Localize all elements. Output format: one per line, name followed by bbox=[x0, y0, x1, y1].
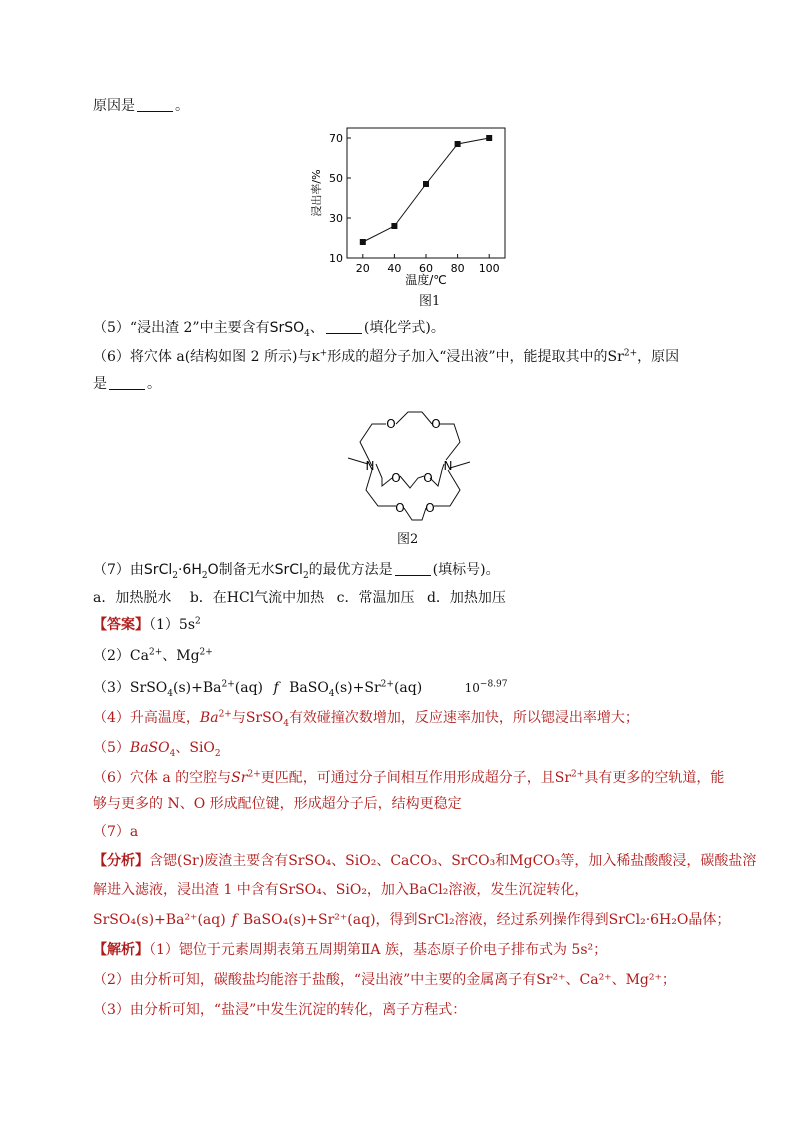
figure-2-cryptand-structure bbox=[338, 398, 478, 528]
atom-label: O bbox=[395, 501, 405, 515]
x-axis-label: 温度/℃ bbox=[405, 273, 447, 287]
data-point bbox=[423, 181, 429, 187]
atom-label: O bbox=[425, 501, 435, 515]
x-tick-label: 60 bbox=[419, 262, 433, 275]
atom-label: N bbox=[365, 459, 375, 473]
y-tick-label: 70 bbox=[329, 132, 343, 145]
option-d: d．加热加压 bbox=[426, 590, 506, 606]
answer-tag: 【答案】 bbox=[93, 617, 149, 633]
option-b: b．在HCl气流中加热 bbox=[189, 590, 325, 606]
answer-blank bbox=[326, 319, 362, 334]
figure-1-caption: 图1 bbox=[419, 294, 441, 309]
y-axis-label: 浸出率/% bbox=[310, 169, 323, 217]
atom-label: N bbox=[443, 459, 453, 473]
y-tick-label: 50 bbox=[329, 172, 343, 185]
atom-label: O bbox=[386, 417, 396, 431]
analysis-2: 解进入滤液，浸出渣 1 中含有SrSO₄、SiO₂，加入BaCl₂溶液，发生沉淀转化， bbox=[93, 882, 589, 898]
series-line bbox=[363, 138, 489, 242]
question-5: （5）“浸出渣 2”中主要含有SrSO$_4$、 (填化学式)。 bbox=[93, 320, 445, 339]
data-points bbox=[360, 135, 492, 245]
data-point bbox=[360, 239, 366, 245]
answer-blank bbox=[109, 375, 145, 390]
figure-1-chart bbox=[300, 118, 520, 308]
y-tick-label: 10 bbox=[329, 252, 343, 265]
answer-6: （6）穴体 a 的空腔与$Sr^{2+}$更匹配，可通过分子间相互作用形成超分子，且$Sr^{2+}$具有更多的空轨道，能 bbox=[93, 769, 725, 786]
answer-2: $(2)Ca^{2+}$、$Mg^{2+}$ bbox=[93, 647, 213, 664]
atom-label: O bbox=[431, 417, 441, 431]
analysis-3: SrSO₄(s)+Ba²⁺(aq) f BaSO₄(s)+Sr²⁺(aq)，得到SrCl₂溶液，经过系列操作得到SrCl₂·6H₂O晶体； bbox=[93, 912, 731, 928]
analysis-1: 【分析】含锶(Sr)废渣主要含有SrSO₄、SiO₂、CaCO₃、SrCO₃和MgCO₃等，加入稀盐酸酸浸，碳酸盐溶 bbox=[93, 853, 757, 869]
solution-1: 【解析】（1）锶位于元素周期表第五周期第ⅡA 族，基态原子价电子排布式为 5s²； bbox=[93, 942, 608, 958]
answer-3: $(3)SrSO_4(s)+Ba^{2+}(aq)$ f $BaSO_4(s)+Sr^{2+}(aq)$ $10^{-8.97}$ bbox=[93, 679, 508, 699]
data-point bbox=[391, 223, 397, 229]
x-tick-label: 80 bbox=[450, 262, 465, 275]
data-point bbox=[455, 141, 461, 147]
solution-tag: 【解析】 bbox=[93, 942, 149, 958]
question-4-tail: 原因是 。 bbox=[93, 98, 189, 114]
answer-4: （4）升高温度，$Ba^{2+}$与SrSO$_4$有效碰撞次数增加，反应速率加快，所以锶浸出率增大； bbox=[93, 709, 639, 729]
x-tick-label: 20 bbox=[355, 262, 370, 275]
x-tick-label: 100 bbox=[478, 262, 500, 275]
question-6-cont: 是 。 bbox=[93, 376, 161, 392]
option-a: a．加热脱水 bbox=[93, 590, 172, 606]
x-tick-label: 40 bbox=[387, 262, 402, 275]
y-tick-label: 30 bbox=[329, 212, 343, 225]
solution-3: （3）由分析可知，“盐浸”中发生沉淀的转化，离子方程式： bbox=[93, 1002, 467, 1018]
x-ticks bbox=[356, 254, 500, 275]
atom-label: O bbox=[423, 471, 433, 485]
answer-blank bbox=[137, 97, 173, 112]
y-ticks bbox=[329, 132, 351, 265]
question-7: （7）由$SrCl_2\cdot 6H_2O$制备无水SrCl$_2$的最优方法是 (填标号)。 bbox=[93, 562, 500, 581]
figure-2-caption: 图2 bbox=[397, 532, 419, 547]
answer-5: （5）BaSO$_4$、SiO$_2$ bbox=[93, 740, 221, 759]
data-point bbox=[486, 135, 492, 141]
atom-label: O bbox=[391, 471, 401, 485]
options-row bbox=[93, 588, 506, 608]
answer-6-cont: 够与更多的 N、O 形成配位键，形成超分子后，结构更稳定 bbox=[93, 796, 462, 812]
analysis-tag: 【分析】 bbox=[93, 853, 149, 869]
answer-blank bbox=[395, 561, 431, 576]
question-6: （6）将穴体 a(结构如图 2 所示)与K+形成的超分子加入“浸出液”中，能提取其中的$Sr^{2+}$，原因 bbox=[93, 348, 680, 365]
solution-2: （2）由分析可知，碳酸盐均能溶于盐酸，“浸出液”中主要的金属离子有Sr²⁺、Ca²⁺、Mg²⁺； bbox=[93, 972, 676, 988]
answer-1: 【答案】$(1)5s^2$ bbox=[93, 616, 201, 633]
option-c: c．常温加压 bbox=[336, 590, 415, 606]
answer-7: （7）a bbox=[93, 824, 139, 840]
